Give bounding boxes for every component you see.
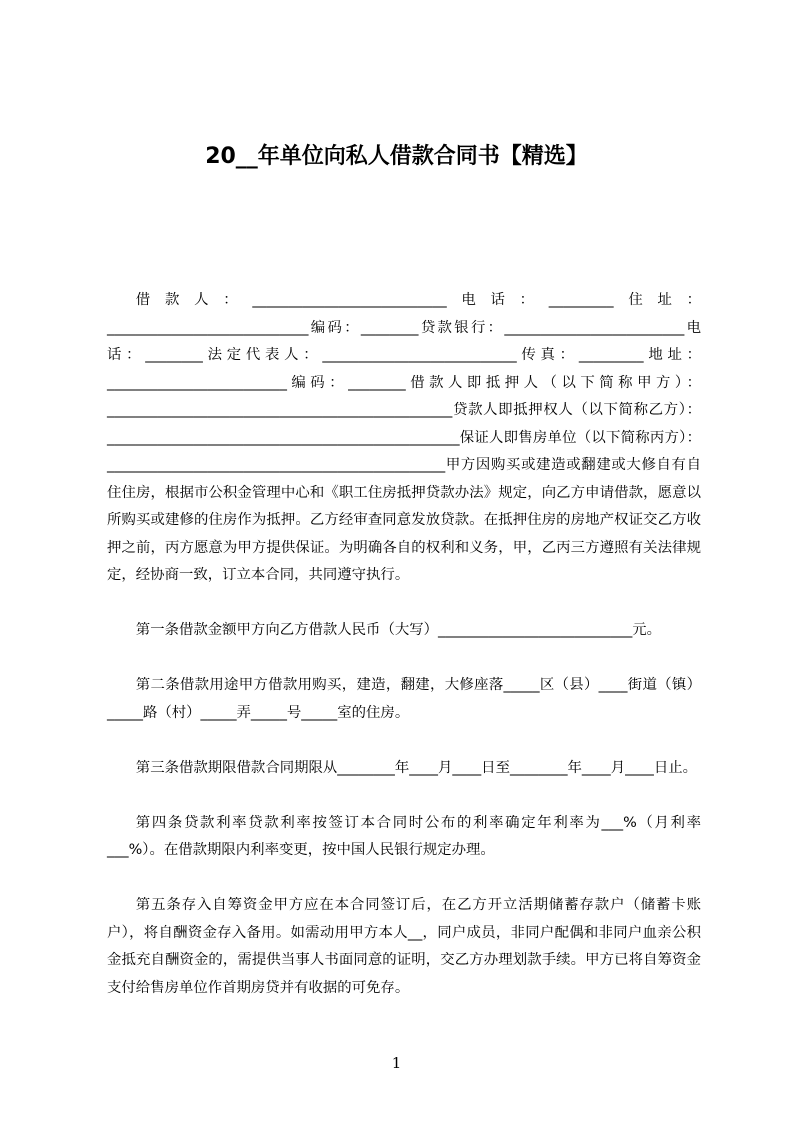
paragraph-article-5: 第五条存入自筹资金甲方应在本合同签订后，在乙方开立活期储蓄存款户（储蓄卡账户），将自酬资金存入备用。如需动用甲方本人__，同户成员，非同户配偶和非同户血亲公积金抵充自酬资金的，需提供当事人书面同意的证明，交乙方办理划款手续。甲方已将自筹资金支付给售房单位作首期房贷并有收据的可免存。 xyxy=(107,897,701,996)
paragraph-article-3: 第三条借款期限借款合同期限从________年____月____日至________年____月____日止。 xyxy=(135,759,698,776)
paragraph-article-4: 第四条贷款利率贷款利率按签订本合同时公布的利率确定年利率为___%（月利率___%）。在借款期限内利率变更，按中国人民银行规定办理。 xyxy=(107,814,701,858)
document-title: 20__年单位向私人借款合同书【精选】 xyxy=(205,144,588,169)
paragraph-article-1: 第一条借款金额甲方向乙方借款人民币（大写）___________________________元。 xyxy=(135,622,662,638)
paragraph-parties: 借款人：___________________________电话：_________住址：____________________________编码：________贷款银行：_________________________电话：________法定代表人：___________________________传真：_________地址：_________________________编码：________借款人即抵押人（以下简称甲方）：________________________________________________贷款人即抵押权人（以下简称乙方）：_________________________________________________保证人即售房单位（以下简称丙方）：_______________________________________________甲方因购买或建造或翻建或大修自有自住住房，根据市公积金管理中心和《职工住房抵押贷款办法》规定，向乙方申请借款，愿意以所购买或建修的住房作为抵押。乙方经审查同意发放贷款。在抵押住房的房地产权证交乙方收押之前，丙方愿意为甲方提供保证。为明确各自的权利和义务，甲，乙丙三方遵照有关法律规定，经协商一致，订立本合同，共同遵守执行。 xyxy=(107,292,701,583)
page-number: 1 xyxy=(391,1054,402,1072)
paragraph-article-2: 第二条借款用途甲方借款用购买，建造，翻建，大修座落_____区（县）____街道（镇）_____路（村）_____弄_____号_____室的住房。 xyxy=(107,677,701,721)
document-body xyxy=(107,287,701,1002)
